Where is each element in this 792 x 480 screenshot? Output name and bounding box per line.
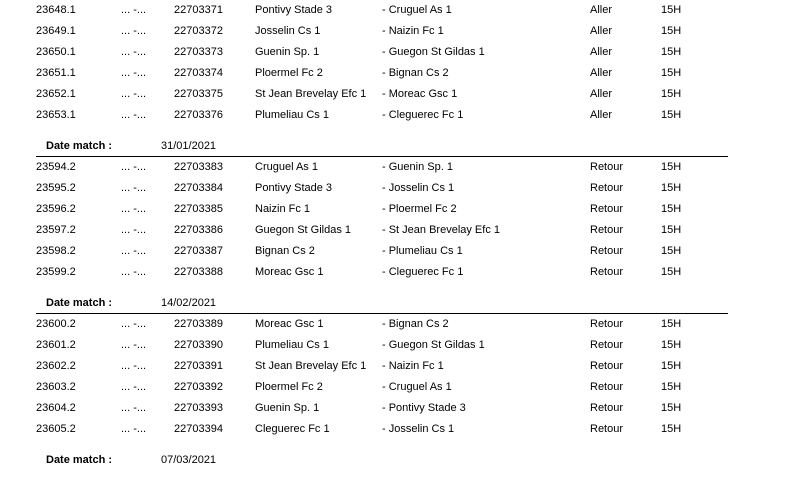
match-code: 22703385 — [174, 203, 223, 215]
away-team: - Ploermel Fc 2 — [382, 203, 457, 215]
home-team: Guenin Sp. 1 — [255, 402, 320, 414]
match-code: 22703388 — [174, 266, 223, 278]
match-row — [0, 377, 792, 398]
match-leg: Retour — [590, 360, 624, 372]
match-leg: Retour — [590, 318, 624, 330]
match-leg: Retour — [590, 402, 624, 414]
home-team: Cruguel As 1 — [255, 161, 318, 173]
match-leg: Aller — [590, 67, 613, 79]
match-code: 22703392 — [174, 381, 223, 393]
score-placeholder: ... -... — [121, 318, 147, 330]
match-row — [0, 42, 792, 63]
date-match-label: Date match : — [46, 140, 113, 152]
match-row — [0, 21, 792, 42]
home-team: Naizin Fc 1 — [255, 203, 311, 215]
kickoff-time: 15H — [661, 25, 682, 37]
home-team: Moreac Gsc 1 — [255, 266, 324, 278]
kickoff-time: 15H — [661, 224, 682, 236]
match-leg: Aller — [590, 109, 613, 121]
match-row — [0, 157, 792, 178]
match-row — [0, 419, 792, 440]
date-match-value: 07/03/2021 — [161, 454, 217, 466]
kickoff-time: 15H — [661, 402, 682, 414]
match-number: 23652.1 — [36, 88, 76, 100]
date-header — [0, 450, 792, 470]
match-number: 23599.2 — [36, 266, 76, 278]
match-number: 23604.2 — [36, 402, 76, 414]
score-placeholder: ... -... — [121, 88, 147, 100]
score-placeholder: ... -... — [121, 46, 147, 58]
kickoff-time: 15H — [661, 266, 682, 278]
match-number: 23595.2 — [36, 182, 76, 194]
match-leg: Retour — [590, 161, 624, 173]
match-code: 22703383 — [174, 161, 223, 173]
match-row — [0, 241, 792, 262]
match-code: 22703372 — [174, 25, 223, 37]
match-leg: Aller — [590, 46, 613, 58]
score-placeholder: ... -... — [121, 339, 147, 351]
match-row — [0, 262, 792, 283]
score-placeholder: ... -... — [121, 4, 147, 16]
score-placeholder: ... -... — [121, 423, 147, 435]
match-number: 23594.2 — [36, 161, 76, 173]
match-row — [0, 178, 792, 199]
match-number: 23602.2 — [36, 360, 76, 372]
match-number: 23650.1 — [36, 46, 76, 58]
kickoff-time: 15H — [661, 46, 682, 58]
match-number: 23598.2 — [36, 245, 76, 257]
date-match-label: Date match : — [46, 297, 113, 309]
match-leg: Retour — [590, 339, 624, 351]
match-leg: Retour — [590, 266, 624, 278]
score-placeholder: ... -... — [121, 67, 147, 79]
match-number: 23603.2 — [36, 381, 76, 393]
home-team: Ploermel Fc 2 — [255, 381, 323, 393]
score-placeholder: ... -... — [121, 203, 147, 215]
home-team: Cleguerec Fc 1 — [255, 423, 330, 435]
away-team: - Bignan Cs 2 — [382, 318, 449, 330]
match-code: 22703374 — [174, 67, 223, 79]
match-number: 23649.1 — [36, 25, 76, 37]
score-placeholder: ... -... — [121, 109, 147, 121]
match-row — [0, 356, 792, 377]
match-leg: Aller — [590, 88, 613, 100]
match-leg: Retour — [590, 224, 624, 236]
home-team: Plumeliau Cs 1 — [255, 109, 329, 121]
score-placeholder: ... -... — [121, 25, 147, 37]
home-team: St Jean Brevelay Efc 1 — [255, 88, 367, 100]
kickoff-time: 15H — [661, 4, 682, 16]
away-team: - Naizin Fc 1 — [382, 25, 444, 37]
date-header — [0, 293, 792, 313]
home-team: Moreac Gsc 1 — [255, 318, 324, 330]
date-match-value: 31/01/2021 — [161, 140, 217, 152]
kickoff-time: 15H — [661, 360, 682, 372]
kickoff-time: 15H — [661, 381, 682, 393]
match-code: 22703376 — [174, 109, 223, 121]
match-row — [0, 0, 792, 21]
kickoff-time: 15H — [661, 88, 682, 100]
match-row — [0, 398, 792, 419]
match-row — [0, 199, 792, 220]
away-team: - Guegon St Gildas 1 — [382, 46, 485, 58]
match-code: 22703393 — [174, 402, 223, 414]
kickoff-time: 15H — [661, 318, 682, 330]
away-team: - Josselin Cs 1 — [382, 423, 455, 435]
score-placeholder: ... -... — [121, 402, 147, 414]
score-placeholder: ... -... — [121, 161, 147, 173]
score-placeholder: ... -... — [121, 360, 147, 372]
match-code: 22703386 — [174, 224, 223, 236]
match-number: 23605.2 — [36, 423, 76, 435]
score-placeholder: ... -... — [121, 266, 147, 278]
match-leg: Retour — [590, 203, 624, 215]
kickoff-time: 15H — [661, 203, 682, 215]
score-placeholder: ... -... — [121, 182, 147, 194]
away-team: - St Jean Brevelay Efc 1 — [382, 224, 500, 236]
date-match-value: 14/02/2021 — [161, 297, 217, 309]
kickoff-time: 15H — [661, 67, 682, 79]
home-team: St Jean Brevelay Efc 1 — [255, 360, 367, 372]
kickoff-time: 15H — [661, 245, 682, 257]
match-row — [0, 105, 792, 126]
home-team: Plumeliau Cs 1 — [255, 339, 329, 351]
kickoff-time: 15H — [661, 182, 682, 194]
away-team: - Naizin Fc 1 — [382, 360, 444, 372]
match-code: 22703371 — [174, 4, 223, 16]
away-team: - Josselin Cs 1 — [382, 182, 455, 194]
kickoff-time: 15H — [661, 109, 682, 121]
date-match-label: Date match : — [46, 454, 113, 466]
date-header — [0, 136, 792, 156]
match-row — [0, 335, 792, 356]
match-row — [0, 63, 792, 84]
match-number: 23601.2 — [36, 339, 76, 351]
match-leg: Retour — [590, 423, 624, 435]
away-team: - Guegon St Gildas 1 — [382, 339, 485, 351]
match-code: 22703391 — [174, 360, 223, 372]
match-code: 22703390 — [174, 339, 223, 351]
away-team: - Cleguerec Fc 1 — [382, 266, 464, 278]
away-team: - Bignan Cs 2 — [382, 67, 449, 79]
home-team: Guegon St Gildas 1 — [255, 224, 352, 236]
away-team: - Cruguel As 1 — [382, 381, 452, 393]
away-team: - Plumeliau Cs 1 — [382, 245, 463, 257]
match-number: 23648.1 — [36, 4, 76, 16]
kickoff-time: 15H — [661, 161, 682, 173]
match-code: 22703375 — [174, 88, 223, 100]
score-placeholder: ... -... — [121, 381, 147, 393]
match-code: 22703373 — [174, 46, 223, 58]
score-placeholder: ... -... — [121, 245, 147, 257]
match-number: 23596.2 — [36, 203, 76, 215]
match-code: 22703394 — [174, 423, 223, 435]
match-leg: Retour — [590, 182, 624, 194]
home-team: Pontivy Stade 3 — [255, 4, 333, 16]
match-row — [0, 220, 792, 241]
kickoff-time: 15H — [661, 339, 682, 351]
home-team: Ploermel Fc 2 — [255, 67, 323, 79]
away-team: - Pontivy Stade 3 — [382, 402, 466, 414]
kickoff-time: 15H — [661, 423, 682, 435]
match-code: 22703389 — [174, 318, 223, 330]
home-team: Pontivy Stade 3 — [255, 182, 333, 194]
away-team: - Cleguerec Fc 1 — [382, 109, 464, 121]
home-team: Bignan Cs 2 — [255, 245, 315, 257]
match-leg: Retour — [590, 381, 624, 393]
score-placeholder: ... -... — [121, 224, 147, 236]
match-number: 23597.2 — [36, 224, 76, 236]
match-row — [0, 84, 792, 105]
match-number: 23600.2 — [36, 318, 76, 330]
match-code: 22703387 — [174, 245, 223, 257]
away-team: - Moreac Gsc 1 — [382, 88, 458, 100]
away-team: - Guenin Sp. 1 — [382, 161, 453, 173]
match-leg: Aller — [590, 4, 613, 16]
match-number: 23651.1 — [36, 67, 76, 79]
match-code: 22703384 — [174, 182, 223, 194]
home-team: Guenin Sp. 1 — [255, 46, 320, 58]
home-team: Josselin Cs 1 — [255, 25, 321, 37]
match-row — [0, 314, 792, 335]
match-leg: Aller — [590, 25, 613, 37]
match-number: 23653.1 — [36, 109, 76, 121]
match-leg: Retour — [590, 245, 624, 257]
away-team: - Cruguel As 1 — [382, 4, 452, 16]
